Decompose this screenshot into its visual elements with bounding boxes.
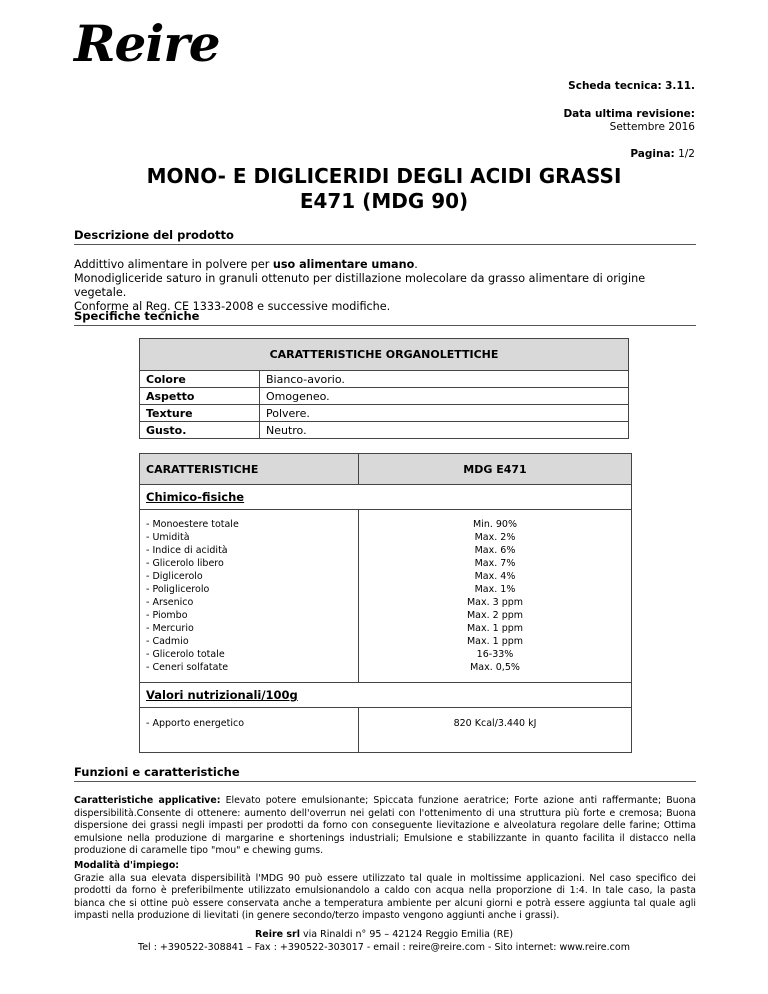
caratteristiche-table — [139, 453, 632, 753]
footer-address-line — [0, 928, 768, 941]
descrizione-line1-suffix: . — [414, 258, 418, 271]
descrizione-line1-bold: uso alimentare umano — [272, 258, 415, 271]
applicative-label: Caratteristiche applicative: — [74, 795, 221, 806]
revisione-label: Data ultima revisione: — [563, 108, 695, 120]
footer-contacts: Tel : +390522-308841 – Fax : +390522-303017 - email : reire@reire.com - Sito internet: www.reire.com — [138, 942, 630, 953]
footer — [0, 928, 768, 954]
energia-value: 820 Kcal/3.440 kJ — [359, 708, 632, 753]
pagina-label: Pagina: — [630, 148, 675, 160]
list-value: Max. 2% — [474, 532, 516, 543]
title-line2: E471 (MDG 90) — [299, 189, 469, 213]
list-item: - Arsenico — [146, 597, 194, 608]
chimico-values — [359, 510, 632, 683]
descrizione-line3: Conforme al Reg. CE 1333-2008 e successive modifiche. — [74, 300, 391, 313]
table-row — [140, 405, 629, 422]
scheda-label: Scheda tecnica: — [568, 80, 662, 92]
caratteristiche-header: CARATTERISTICHE — [140, 454, 359, 485]
chimico-labels — [140, 510, 359, 683]
list-item: - Mercurio — [146, 623, 194, 634]
impiego-text: Grazie alla sua elevata dispersibilità l'MDG 90 può essere utilizzato tal quale in moltissime applicazioni. Nel caso specifico dei prodotti da forno è preferibilmente utilizzato emulsionandolo a caldo con acqua nella proporzione di 1:4. In tale caso, la pasta bianca che si ottine può essere conservata anche a temperatura ambiente per alcuni giorni e potrà essere aggiunta tal quale agli impasti nella produzione di lievitati (in genere secondo/terzo impasto vengono aggiunti anche i grassi). — [74, 872, 696, 921]
row-value: Bianco-avorio. — [260, 371, 629, 388]
table-row — [140, 422, 629, 439]
list-value: Max. 1 ppm — [466, 623, 524, 634]
list-value: Max. 6% — [474, 545, 516, 556]
row-label: Texture — [140, 405, 260, 422]
specifiche-heading: Specifiche tecniche — [74, 309, 696, 326]
footer-address: via Rinaldi n° 95 – 42124 Reggio Emilia (RE) — [300, 929, 514, 940]
list-value: Max. 4% — [474, 571, 516, 582]
organolettiche-header: CARATTERISTICHE ORGANOLETTICHE — [140, 339, 629, 371]
list-item: - Piombo — [146, 610, 188, 621]
list-item: - Indice di acidità — [146, 545, 228, 556]
document-title — [0, 164, 768, 214]
list-item: - Glicerolo totale — [146, 649, 225, 660]
list-item: - Diglicerolo — [146, 571, 203, 582]
list-item: - Glicerolo libero — [146, 558, 224, 569]
row-label: Colore — [140, 371, 260, 388]
impiego-label: Modalità d'impiego: — [74, 860, 180, 871]
revisione-value: Settembre 2016 — [609, 121, 695, 133]
table-row — [140, 388, 629, 405]
row-value: Omogeneo. — [260, 388, 629, 405]
list-value: Max. 1% — [474, 584, 516, 595]
scheda-value: 3.11. — [665, 80, 695, 92]
row-label: Aspetto — [140, 388, 260, 405]
list-item: - Umidità — [146, 532, 190, 543]
list-value: Max. 2 ppm — [466, 610, 524, 621]
pagina-value: 1/2 — [678, 148, 695, 160]
list-value: Max. 1 ppm — [466, 636, 524, 647]
impiego-paragraph — [74, 860, 696, 923]
scheda-tecnica — [568, 80, 695, 93]
descrizione-line1-prefix: Addittivo alimentare in polvere per — [74, 258, 273, 271]
list-item: - Cadmio — [146, 636, 189, 647]
table-row — [140, 371, 629, 388]
data-revisione — [563, 108, 695, 134]
row-value: Polvere. — [260, 405, 629, 422]
list-value: Min. 90% — [472, 519, 517, 530]
descrizione-line2: Monodigliceride saturo in granuli ottenuto per distillazione molecolare da grasso alimentare di origine vegetale. — [74, 272, 646, 299]
list-value: Max. 0,5% — [470, 662, 520, 673]
list-item: - Monoestere totale — [146, 519, 239, 530]
applicative-paragraph — [74, 795, 696, 858]
title-line1: MONO- E DIGLICERIDI DEGLI ACIDI GRASSI — [146, 164, 622, 188]
organolettiche-table — [139, 338, 629, 439]
descrizione-body — [74, 258, 696, 314]
applicative-text: Elevato potere emulsionante; Spiccata funzione aeratrice; Forte azione anti raffermante; Buona dispersibilità.Consente di ottenere: aumento dell'overrun nei gelati con l'ottenimento di una struttura più forte e cremosa; Buona dispersione dei grassi negli impasti per prodotti da forno con conseguente lievitazione e alveolatura regolare delle farine; Ottima emulsione nella produzione di margarine e shortenings industriali; Emulsione e stabilizzante in quanto facilita il distacco nella produzione di caramelle tipo "mou" e chewing gums. — [74, 795, 696, 856]
nutrizionali-heading: Valori nutrizionali/100g — [140, 683, 632, 708]
list-value: Max. 7% — [474, 558, 516, 569]
energia-label: - Apporto energetico — [140, 708, 359, 753]
chimico-fisiche-heading: Chimico-fisiche — [140, 485, 632, 510]
mdg-header: MDG E471 — [359, 454, 632, 485]
funzioni-heading: Funzioni e caratteristiche — [74, 765, 696, 782]
company-logo: Reire — [74, 14, 220, 73]
descrizione-heading: Descrizione del prodotto — [74, 228, 696, 245]
list-value: Max. 3 ppm — [466, 597, 524, 608]
descrizione-line1 — [74, 258, 696, 272]
list-item: - Ceneri solfatate — [146, 662, 229, 673]
row-value: Neutro. — [260, 422, 629, 439]
row-label: Gusto. — [140, 422, 260, 439]
footer-company: Reire srl — [254, 929, 300, 940]
pagina — [630, 148, 695, 161]
list-item: - Poliglicerolo — [146, 584, 210, 595]
list-value: 16-33% — [476, 649, 514, 660]
